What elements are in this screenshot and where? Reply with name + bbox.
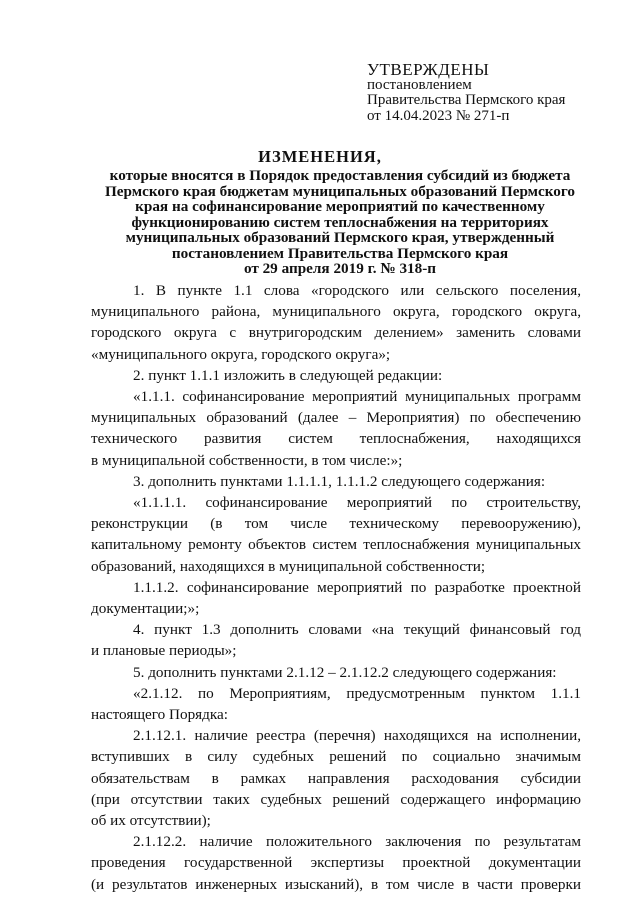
body-line: «2.1.12. по Мероприятиям, предусмотренным пунктом 1.1.1	[133, 684, 581, 702]
subtitle-line: постановлением Правительства Пермского края	[171, 244, 509, 262]
body-line: обязательствам в рамках направления расходования субсидии	[91, 769, 581, 787]
subtitle-line: которые вносятся в Порядок предоставления субсидий из бюджета	[109, 167, 571, 184]
approval-stamp	[367, 62, 565, 124]
body-line: 1. В пункте 1.1 слова «городского или сельского поселения,	[133, 282, 581, 299]
body-line: в муниципальной собственности, в том числе:»;	[91, 451, 403, 469]
body-line: вступивших в силу судебных решений по социально значимым	[91, 748, 581, 766]
body-line: об их отсутствии);	[91, 812, 211, 830]
body-line: «1.1.1.1. софинансирование мероприятий по строительству,	[133, 494, 581, 512]
subtitle-line: Пермского края бюджетам муниципальных образований Пермского	[104, 182, 576, 200]
subtitle-line: функционированию систем теплоснабжения на территориях	[131, 213, 549, 231]
body-line: настоящего Порядка:	[91, 706, 228, 724]
body-line: 4. пункт 1.3 дополнить словами «на текущий финансовый год	[133, 621, 581, 639]
body-line: городского округа с внутригородским делением» заменить словами	[91, 324, 581, 342]
body-line: (и результатов инженерных изысканий), в том числе в части проверки	[91, 875, 581, 893]
body-line: 2. пункт 1.1.1 изложить в следующей редакции:	[133, 366, 443, 384]
document-subtitle	[95, 168, 585, 277]
body-line: 5. дополнить пунктами 2.1.12 – 2.1.12.2 следующего содержания:	[133, 663, 557, 681]
body-line: и плановые периоды»;	[91, 642, 237, 660]
body-line: «1.1.1. софинансирование мероприятий муниципальных программ	[133, 388, 581, 406]
approval-date: от 14.04.2023 № 271-п	[367, 107, 510, 124]
approval-line: постановлением	[367, 76, 472, 93]
body-line: (при отсутствии таких судебных решений содержащего информацию	[91, 790, 581, 808]
body-line: муниципальных образований (далее – Мероприятия) по обеспечению	[91, 409, 581, 427]
document-title: ИЗМЕНЕНИЯ,	[258, 147, 382, 166]
body-line: технического развития систем теплоснабжения, находящихся	[91, 430, 581, 448]
body-line: реконструкции (в том числе техническому перевооружению),	[91, 515, 581, 533]
subtitle-line: края на софинансирование мероприятий по качественному	[135, 198, 545, 215]
document-body	[91, 280, 581, 895]
body-line: документации;»;	[91, 600, 200, 618]
body-line: 2.1.12.1. наличие реестра (перечня) находящихся на исполнении,	[133, 727, 581, 745]
body-line: капитальному ремонту объектов систем теплоснабжения муниципальных	[91, 536, 581, 554]
body-line: 1.1.1.2. софинансирование мероприятий по разработке проектной	[133, 578, 581, 596]
body-line: муниципального района, муниципального округа, городского округа,	[91, 303, 581, 321]
body-line: 3. дополнить пунктами 1.1.1.1, 1.1.1.2 следующего содержания:	[133, 472, 546, 490]
body-line: 2.1.12.2. наличие положительного заключения по результатам	[133, 833, 581, 851]
approval-title: УТВЕРЖДЕНЫ	[367, 60, 490, 79]
subtitle-line: от 29 апреля 2019 г. № 318-п	[243, 260, 437, 277]
body-line: «муниципального округа, городского округа»;	[91, 345, 391, 363]
body-line: образований, находящихся в муниципальной собственности;	[91, 557, 486, 575]
approval-line: Правительства Пермского края	[367, 92, 566, 108]
subtitle-line: муниципальных образований Пермского края, утвержденный	[125, 229, 555, 246]
body-line: проведения государственной экспертизы проектной документации	[91, 854, 581, 872]
